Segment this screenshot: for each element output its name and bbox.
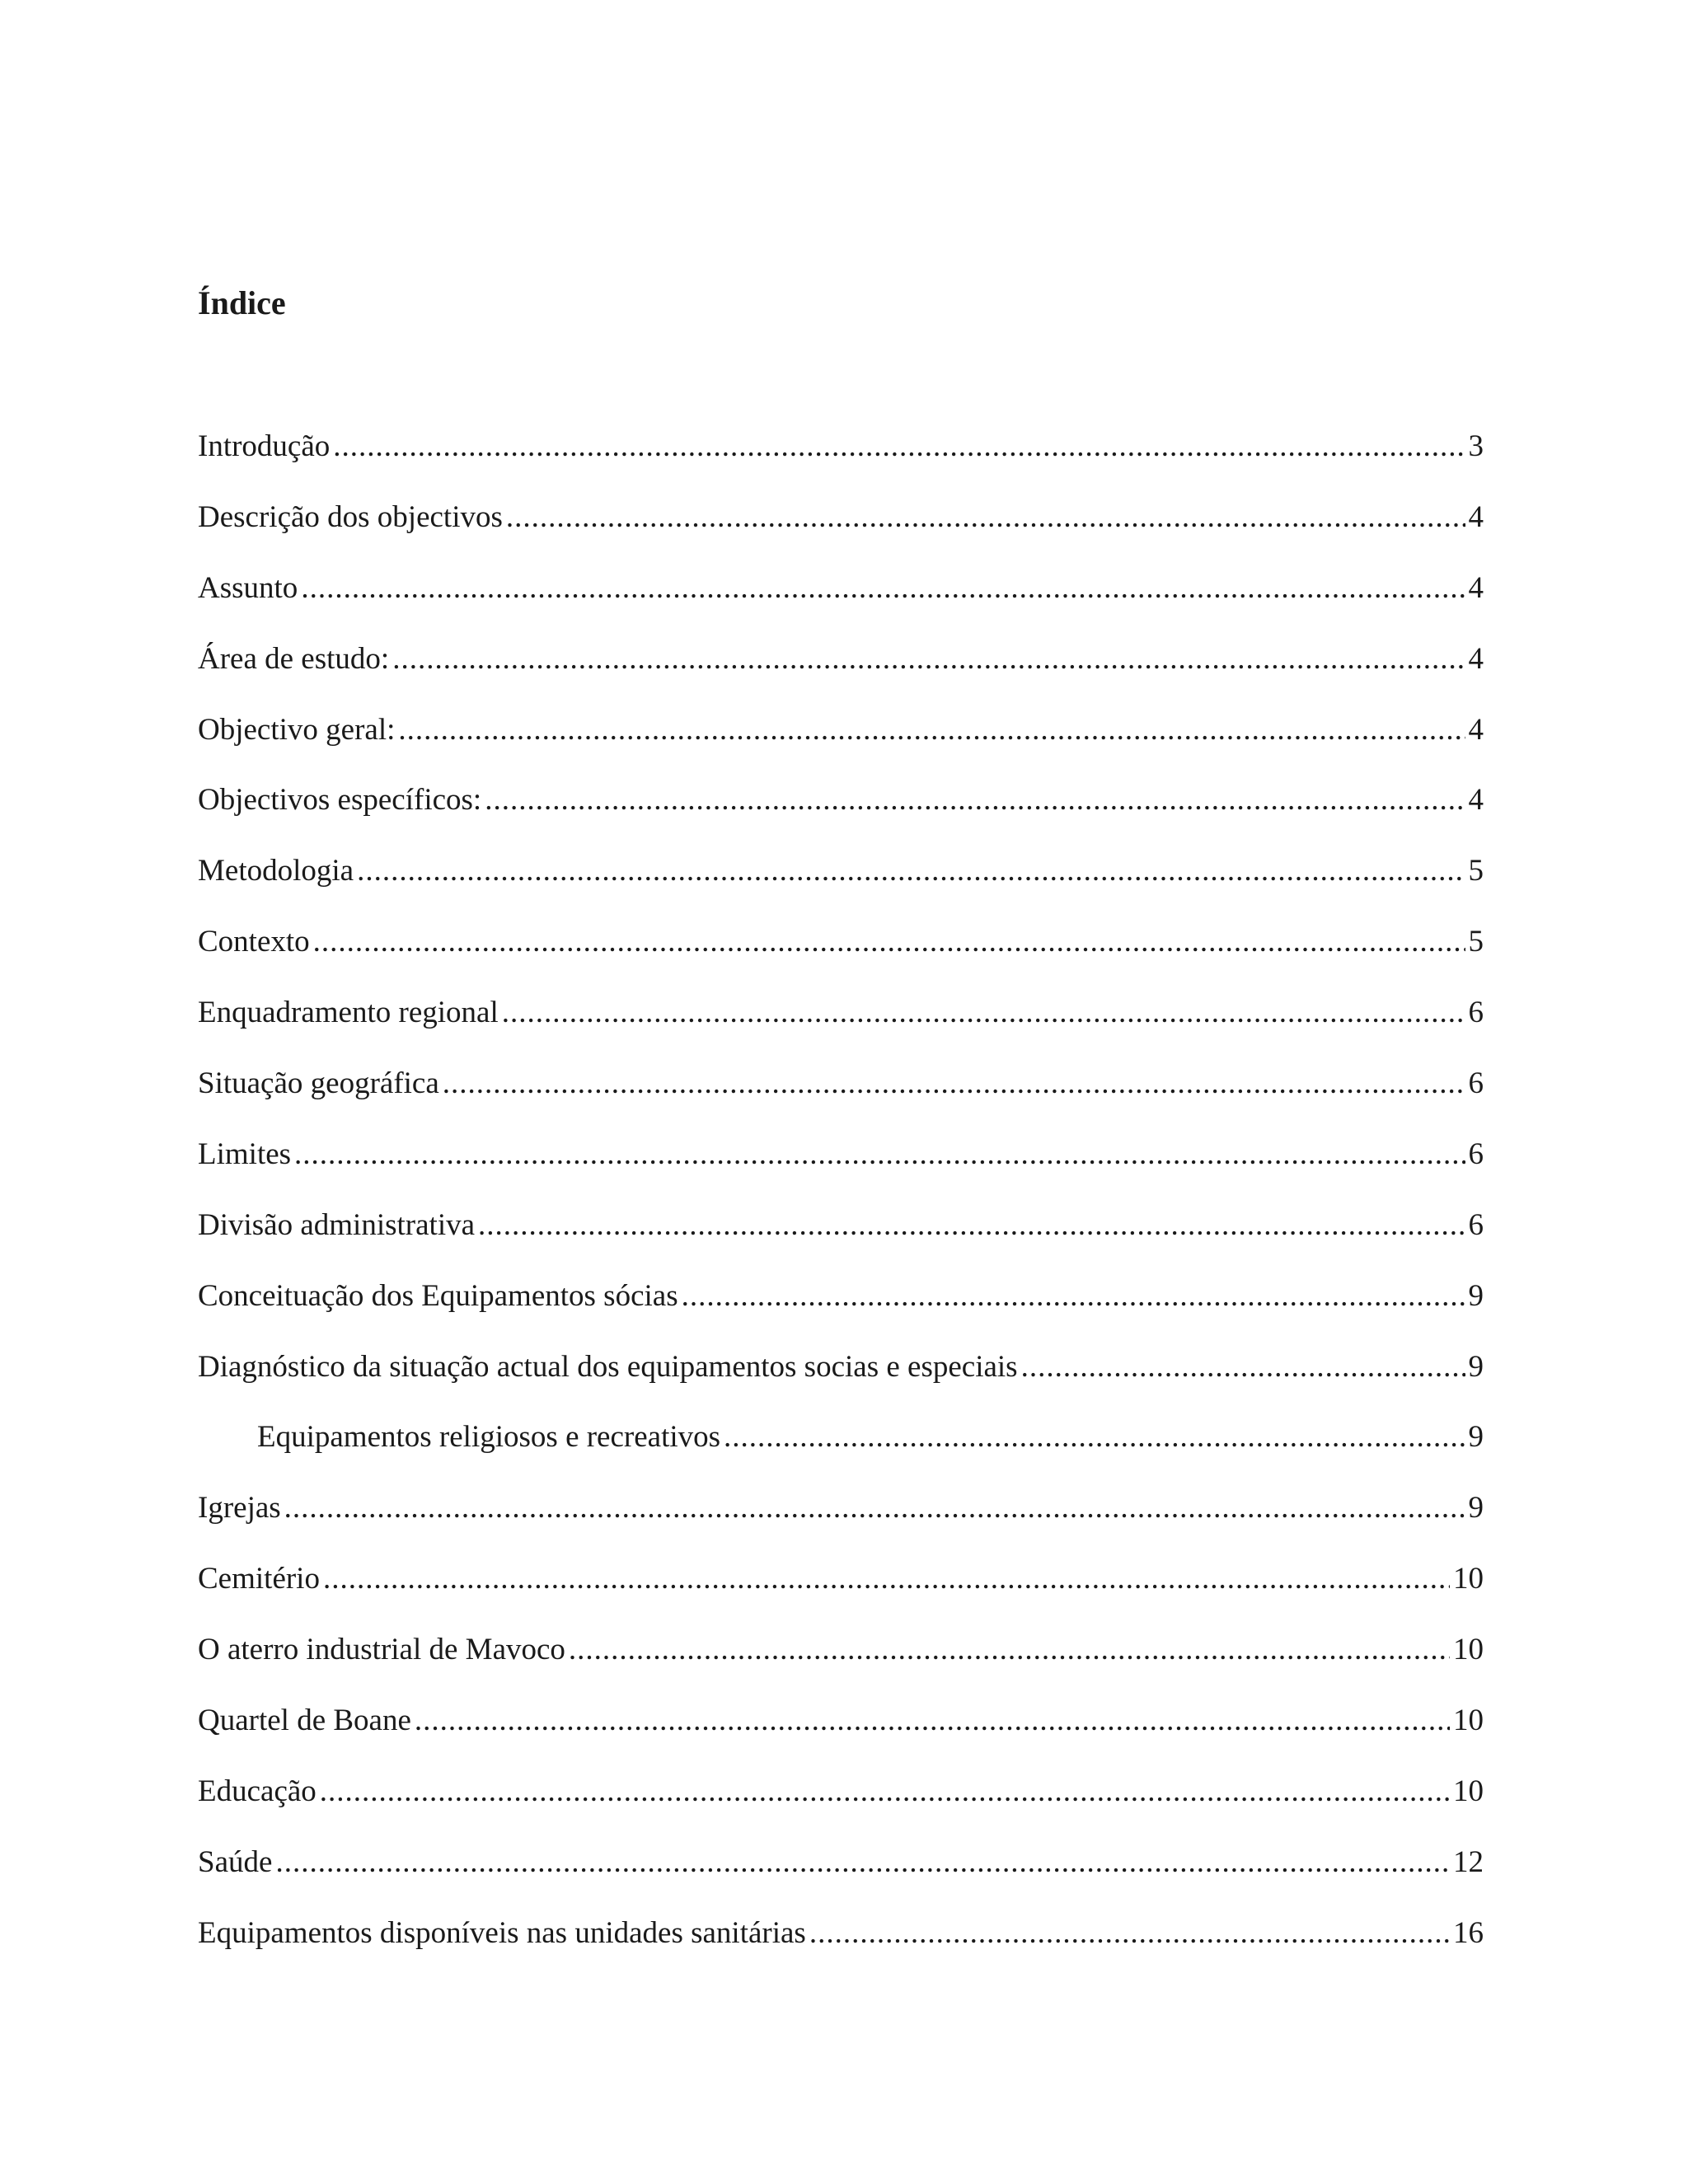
toc-entry-title: Assunto xyxy=(198,570,298,605)
toc-entry[interactable] xyxy=(198,705,1484,776)
toc-entry[interactable] xyxy=(198,635,1484,705)
toc-entry-page-number: 16 xyxy=(1453,1915,1484,1950)
toc-entry-title: Conceituação dos Equipamentos sócias xyxy=(198,1278,678,1313)
toc-entry-page-number: 9 xyxy=(1468,1349,1484,1384)
toc-entry-page-number: 9 xyxy=(1468,1491,1484,1526)
toc-entry[interactable] xyxy=(198,1059,1484,1130)
toc-entry[interactable] xyxy=(198,988,1484,1059)
toc-entry-page-number: 9 xyxy=(1468,1420,1484,1455)
toc-entry-page-number: 4 xyxy=(1468,499,1484,534)
toc-entry-title: Introdução xyxy=(198,429,331,463)
toc-entry[interactable] xyxy=(198,1201,1484,1272)
toc-entry-page-number: 4 xyxy=(1468,712,1484,747)
dot-leader xyxy=(284,1483,1465,1533)
toc-entry-page-number: 4 xyxy=(1468,570,1484,605)
dot-leader xyxy=(392,635,1465,684)
toc-entry-title: Equipamentos religiosos e recreativos xyxy=(257,1420,721,1455)
dot-leader xyxy=(506,493,1465,542)
dot-leader xyxy=(443,1059,1465,1108)
toc-entry[interactable] xyxy=(198,1625,1484,1696)
toc-entry-title: Metodologia xyxy=(198,854,354,888)
toc-entry-page-number: 4 xyxy=(1468,783,1484,818)
toc-entry[interactable] xyxy=(198,1130,1484,1201)
toc-entry[interactable] xyxy=(198,917,1484,988)
dot-leader xyxy=(320,1767,1450,1816)
toc-entry-title: Descrição dos objectivos xyxy=(198,499,503,534)
toc-entry-title: Divisão administrativa xyxy=(198,1207,476,1242)
toc-entry-title: Educação xyxy=(198,1774,316,1808)
toc-entry-page-number: 10 xyxy=(1453,1562,1484,1596)
toc-entry-title: Objectivos específicos: xyxy=(198,783,482,818)
toc-entry[interactable] xyxy=(198,493,1484,564)
toc-entry-title: Limites xyxy=(198,1137,292,1171)
dot-leader xyxy=(357,846,1465,896)
toc-entry[interactable] xyxy=(198,1838,1484,1909)
toc-entry-title: O aterro industrial de Mavoco xyxy=(198,1633,565,1667)
dot-leader xyxy=(415,1696,1450,1746)
toc-entry-page-number: 4 xyxy=(1468,641,1484,676)
toc-entry[interactable] xyxy=(198,1767,1484,1838)
dot-leader xyxy=(682,1272,1465,1321)
toc-entry-title: Diagnóstico da situação actual dos equipamentos socias e especiais xyxy=(198,1349,1018,1384)
toc-entry[interactable] xyxy=(198,422,1484,493)
toc-entry-page-number: 5 xyxy=(1468,925,1484,959)
toc-entry-page-number: 9 xyxy=(1468,1278,1484,1313)
toc-entry[interactable] xyxy=(198,776,1484,846)
dot-leader xyxy=(724,1413,1465,1462)
toc-entry-page-number: 10 xyxy=(1453,1774,1484,1808)
toc-entry-title: Saúde xyxy=(198,1844,273,1879)
toc-entry[interactable] xyxy=(198,1413,1484,1483)
toc-entry-title: Área de estudo: xyxy=(198,641,390,676)
toc-entry-page-number: 6 xyxy=(1468,1207,1484,1242)
table-of-contents xyxy=(198,422,1484,1980)
dot-leader xyxy=(333,422,1465,471)
dot-leader xyxy=(809,1909,1450,1958)
toc-entry-page-number: 6 xyxy=(1468,996,1484,1030)
toc-entry-page-number: 3 xyxy=(1468,429,1484,463)
dot-leader xyxy=(398,705,1465,755)
toc-entry-title: Equipamentos disponíveis nas unidades sanitárias xyxy=(198,1915,806,1950)
toc-entry-title: Igrejas xyxy=(198,1491,281,1526)
dot-leader xyxy=(294,1130,1465,1179)
dot-leader xyxy=(275,1838,1450,1887)
toc-entry-title: Contexto xyxy=(198,925,310,959)
toc-entry-page-number: 10 xyxy=(1453,1633,1484,1667)
dot-leader xyxy=(323,1554,1450,1604)
dot-leader xyxy=(313,917,1465,967)
toc-entry[interactable] xyxy=(198,1909,1484,1980)
toc-entry-page-number: 12 xyxy=(1453,1844,1484,1879)
toc-entry-title: Cemitério xyxy=(198,1562,320,1596)
toc-entry-page-number: 6 xyxy=(1468,1066,1484,1101)
toc-entry[interactable] xyxy=(198,564,1484,635)
toc-entry-title: Situação geográfica xyxy=(198,1066,439,1101)
toc-entry[interactable] xyxy=(198,1696,1484,1767)
dot-leader xyxy=(485,776,1465,825)
toc-entry-page-number: 6 xyxy=(1468,1137,1484,1171)
toc-entry[interactable] xyxy=(198,1483,1484,1554)
toc-entry[interactable] xyxy=(198,1343,1484,1413)
toc-entry-title: Objectivo geral: xyxy=(198,712,396,747)
toc-entry[interactable] xyxy=(198,1554,1484,1625)
dot-leader xyxy=(569,1625,1450,1675)
toc-entry[interactable] xyxy=(198,846,1484,917)
toc-heading: Índice xyxy=(198,284,286,321)
dot-leader xyxy=(1021,1343,1465,1392)
toc-entry[interactable] xyxy=(198,1272,1484,1343)
dot-leader xyxy=(301,564,1465,613)
dot-leader xyxy=(502,988,1465,1038)
toc-entry-title: Quartel de Boane xyxy=(198,1704,411,1738)
toc-entry-page-number: 5 xyxy=(1468,854,1484,888)
toc-entry-title: Enquadramento regional xyxy=(198,996,499,1030)
toc-entry-page-number: 10 xyxy=(1453,1704,1484,1738)
dot-leader xyxy=(478,1201,1465,1250)
